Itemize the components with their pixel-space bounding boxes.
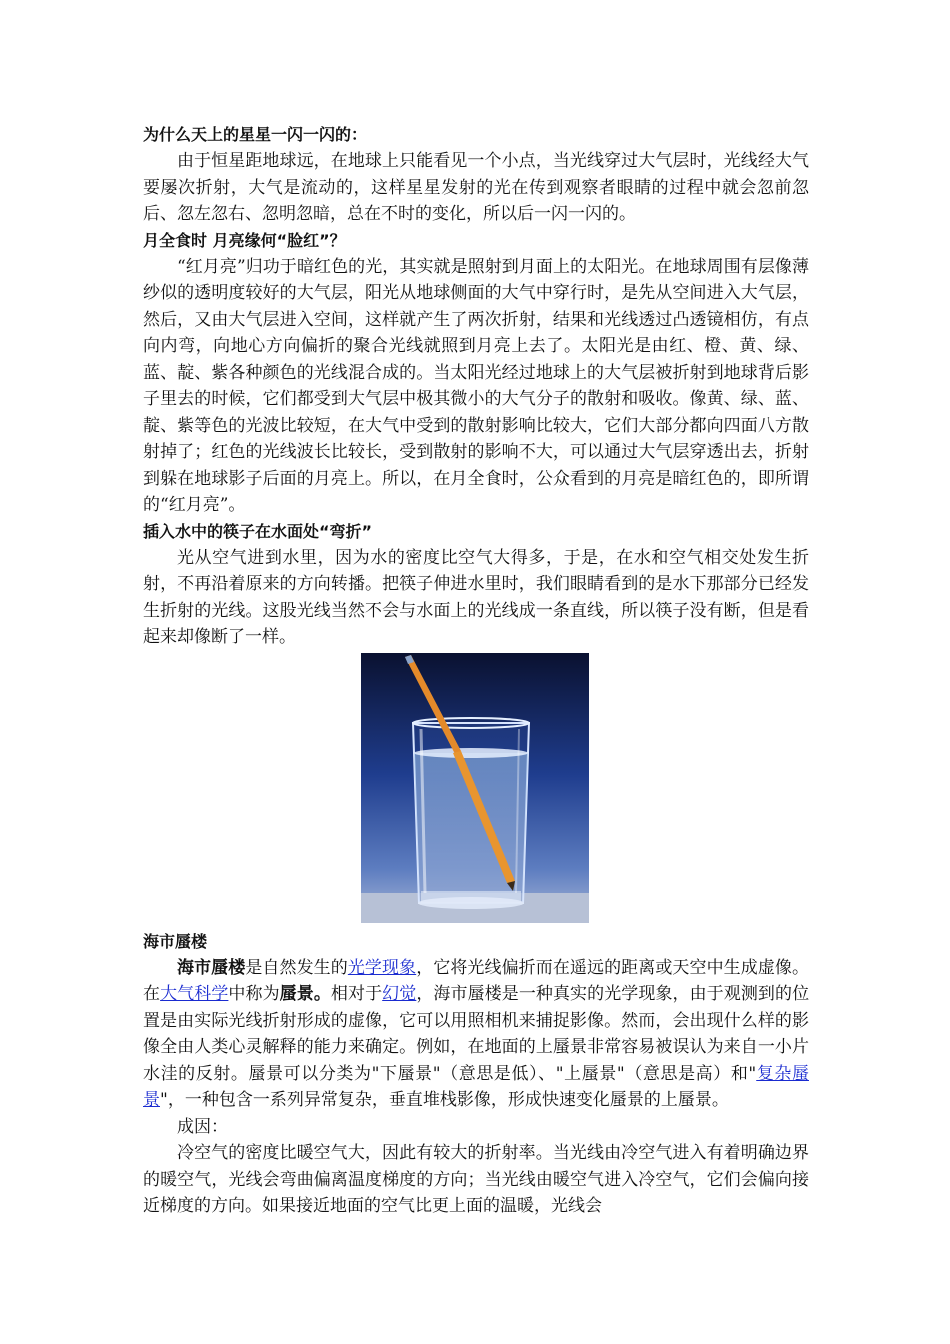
pencil-glass-illustration bbox=[361, 653, 589, 923]
text-span: 是自然发生的 bbox=[245, 957, 348, 978]
paragraph-cause-label: 成因： bbox=[177, 1116, 228, 1137]
paragraph-red-moon: “红月亮”归功于暗红色的光，其实就是照射到月面上的太阳光。在地球周围有层像薄纱似的透明度较好的大气层，阳光从地球侧面的大气中穿行时，是先从空间进入大气层，然后，又由大气层进入空间，这样就产生了两次折射，结果和光线透过凸透镜相仿，有点向内弯，向地心方向偏折的聚合光线就照到月亮上去了。太阳光是由红、橙、黄、绿、蓝、靛、紫各种颜色的光线混合成的。当太阳光经过地球上的大气层被折射到地球背后影子里去的时候，它们都受到大气层中极其微小的大气分子的散射和吸收。像黄、绿、蓝、靛、紫等色的光波比较短，在大气中受到的散射影响比较大，它们大部分都向四面八方散射掉了；红色的光线波长比较长，受到散射的影响不大，可以通过大气层穿透出去，折射到躲在地球影子后面的月亮上。所以，在月全食时，公众看到的月亮是暗红色的，即所谓的“红月亮”。 bbox=[143, 256, 809, 515]
text-span: 相对于 bbox=[330, 984, 383, 1004]
link-complex-mirage[interactable]: 复杂蜃景 bbox=[143, 1063, 809, 1110]
term-shenjing: 蜃景。 bbox=[279, 984, 331, 1004]
content-column bbox=[143, 122, 809, 1220]
text-span: "，一种包含一系列异常复杂，垂直堆栈影像，形成快速变化蜃景的上蜃景。 bbox=[160, 1090, 729, 1110]
paragraph-twinkling-stars: 由于恒星距地球远，在地球上只能看见一个小点，当光线穿过大气层时，光线经大气要屡次折射，大气是流动的，这样星星发射的光在传到观察者眼睛的过程中就会忽前忽后、忽左忽右、忽明忽暗，总在不时的变化，所以后一闪一闪的。 bbox=[143, 151, 809, 224]
text-span: ，海市蜃楼是一种真实的光学现象，由于观测到的位置是由实际光线折射形成的虚像，它可以用照相机来捕捉影像。然而，会出现什么样的影像全由人类心灵解释的能力来确定。例如，在地面的上蜃景非常容易被误认为来自一小片水洼的反射。蜃景可以分类为"下蜃景"（意思是低）、"上蜃景"（意思是高）和" bbox=[143, 984, 810, 1084]
text-span: ，它将光线偏折而在遥远的距离或天空中生成虚像。在 bbox=[143, 957, 810, 1004]
heading-mirage: 海市蜃楼 bbox=[143, 931, 208, 951]
pencil-in-water-glass-photo bbox=[361, 653, 589, 923]
paragraph-bent-chopsticks: 光从空气进到水里，因为水的密度比空气大得多，于是，在水和空气相交处发生折射，不再沿着原来的方向转播。把筷子伸进水里时，我们眼睛看到的是水下那部分已经发生折射的光线。这股光线当然不会与水面上的光线成一条直线，所以筷子没有断，但是看起来却像断了一样。 bbox=[143, 547, 809, 647]
paragraph-mirage-definition bbox=[143, 955, 809, 1114]
link-illusion[interactable]: 幻觉 bbox=[382, 984, 417, 1004]
heading-twinkling-stars: 为什么天上的星星一闪一闪的： bbox=[143, 125, 368, 144]
paragraph-cause: 冷空气的密度比暖空气大，因此有较大的折射率。当光线由冷空气进入有着明确边界的暖空气，光线会弯曲偏离温度梯度的方向；当光线由暖空气进入冷空气，它们会偏向接近梯度的方向。如果接近地面的空气比更上面的温暖，光线会 bbox=[143, 1143, 809, 1216]
heading-bent-chopsticks: 插入水中的筷子在水面处“弯折” bbox=[143, 521, 373, 541]
term-mirage: 海市蜃楼 bbox=[177, 957, 246, 978]
link-optical-phenomenon[interactable]: 光学现象 bbox=[347, 957, 417, 978]
link-atmospheric-science[interactable]: 大气科学 bbox=[160, 984, 229, 1004]
heading-red-moon: 月全食时 月亮缘何“脸红”？ bbox=[143, 230, 346, 250]
text-span: 中称为 bbox=[228, 984, 280, 1004]
